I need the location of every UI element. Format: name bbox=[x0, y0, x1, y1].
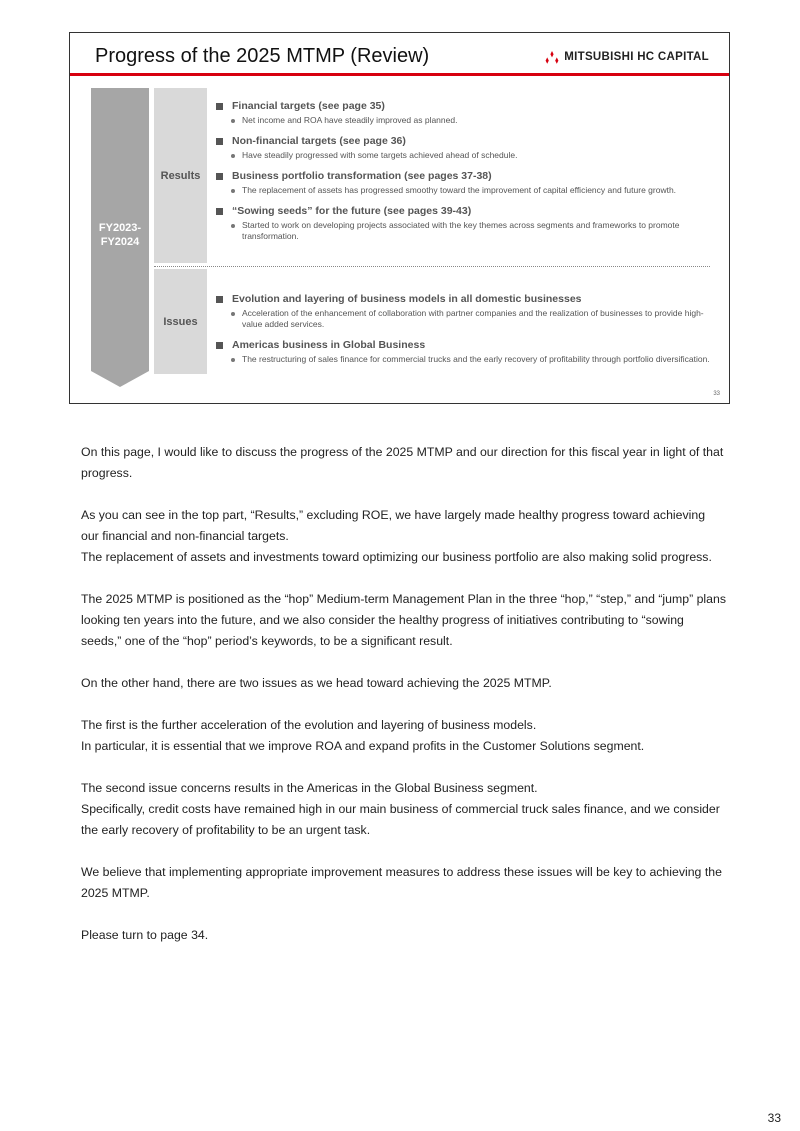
square-bullet-icon bbox=[216, 173, 223, 180]
results-list bbox=[215, 100, 715, 251]
logo-text: MITSUBISHI HC CAPITAL bbox=[564, 51, 709, 63]
square-bullet-icon bbox=[216, 296, 223, 303]
period-label-end: FY2024 bbox=[100, 236, 140, 248]
company-logo bbox=[545, 49, 709, 65]
results-item-detail: The replacement of assets has progressed smoothy toward the improvement of capital efficiency and future growth. bbox=[242, 185, 677, 195]
results-item bbox=[215, 100, 715, 126]
notes-paragraph: On this page, I would like to discuss the progress of the 2025 MTMP and our direction for this fiscal year in light of that progress. bbox=[81, 445, 724, 480]
issues-item-heading: Americas business in Global Business bbox=[232, 339, 426, 351]
dot-bullet-icon bbox=[231, 358, 235, 362]
results-item bbox=[215, 170, 715, 196]
dot-bullet-icon bbox=[231, 119, 235, 123]
issues-item bbox=[215, 339, 715, 365]
notes-paragraph: Please turn to page 34. bbox=[81, 928, 209, 942]
speaker-notes bbox=[81, 442, 726, 967]
results-item-detail: Net income and ROA have steadily improved as planned. bbox=[242, 115, 458, 125]
issues-list bbox=[215, 293, 715, 374]
square-bullet-icon bbox=[216, 208, 223, 215]
results-item bbox=[215, 205, 715, 242]
results-item-heading: “Sowing seeds” for the future (see pages 39-43) bbox=[232, 205, 472, 217]
notes-paragraph: The first is the further acceleration of the evolution and layering of business models. In particular, it is essential that we improve ROA and expand profits in the Customer Solutions segment. bbox=[81, 718, 645, 753]
slide-number: 33 bbox=[713, 391, 720, 397]
slide-header bbox=[70, 33, 729, 75]
issues-item-heading: Evolution and layering of business models in all domestic businesses bbox=[232, 293, 582, 305]
notes-paragraph: As you can see in the top part, “Results,” excluding ROE, we have largely made healthy progress toward achieving our financial and non-financial targets. The replacement of assets and investments toward optimizing our business portfolio are also making solid progress. bbox=[81, 508, 712, 564]
period-label-start: FY2023- bbox=[98, 222, 142, 234]
notes-paragraph: On the other hand, there are two issues as we head toward achieving the 2025 MTMP. bbox=[81, 676, 552, 690]
dot-bullet-icon bbox=[231, 189, 235, 193]
slide-title: Progress of the 2025 MTMP (Review) bbox=[95, 45, 430, 67]
issues-tag: Issues bbox=[154, 269, 207, 374]
results-tag: Results bbox=[154, 88, 207, 263]
square-bullet-icon bbox=[216, 138, 223, 145]
results-item-heading: Business portfolio transformation (see pages 37-38) bbox=[232, 170, 492, 182]
square-bullet-icon bbox=[216, 103, 223, 110]
header-rule bbox=[70, 73, 729, 76]
results-item-detail: Started to work on developing projects associated with the key themes across segments and frameworks to promote transformation. bbox=[242, 220, 680, 241]
results-item-heading: Financial targets (see page 35) bbox=[232, 100, 385, 112]
issues-item bbox=[215, 293, 715, 330]
results-item-heading: Non-financial targets (see page 36) bbox=[232, 135, 406, 147]
dot-bullet-icon bbox=[231, 154, 235, 158]
notes-paragraph: The 2025 MTMP is positioned as the “hop” Medium-term Management Plan in the three “hop,” “step,” and “jump” plans looking ten years into the future, and we also consider the healthy progress of initiatives contributing to “sowing seeds,” one of the “hop” period’s keywords, to be a significant result. bbox=[81, 592, 726, 648]
issues-item-detail: The restructuring of sales finance for commercial trucks and the early recovery of profitability through portfolio diversification. bbox=[242, 354, 710, 364]
three-diamonds-icon bbox=[545, 51, 559, 64]
results-item bbox=[215, 135, 715, 161]
section-divider bbox=[154, 266, 710, 267]
period-label bbox=[91, 221, 149, 249]
notes-paragraph: The second issue concerns results in the Americas in the Global Business segment. Specifically, credit costs have remained high in our main business of commercial truck sales finance, and we consider the early recovery of profitability to be an urgent task. bbox=[81, 781, 720, 837]
results-item-detail: Have steadily progressed with some targets achieved ahead of schedule. bbox=[242, 150, 518, 160]
dot-bullet-icon bbox=[231, 312, 235, 316]
period-arrow bbox=[91, 88, 149, 387]
dot-bullet-icon bbox=[231, 224, 235, 228]
square-bullet-icon bbox=[216, 342, 223, 349]
notes-paragraph: We believe that implementing appropriate improvement measures to address these issues will be key to achieving the 2025 MTMP. bbox=[81, 865, 722, 900]
page-number: 33 bbox=[767, 1111, 781, 1125]
slide bbox=[69, 32, 730, 404]
issues-item-detail: Acceleration of the enhancement of collaboration with partner companies and the realization of businesses to provide high-value added services. bbox=[242, 308, 704, 329]
